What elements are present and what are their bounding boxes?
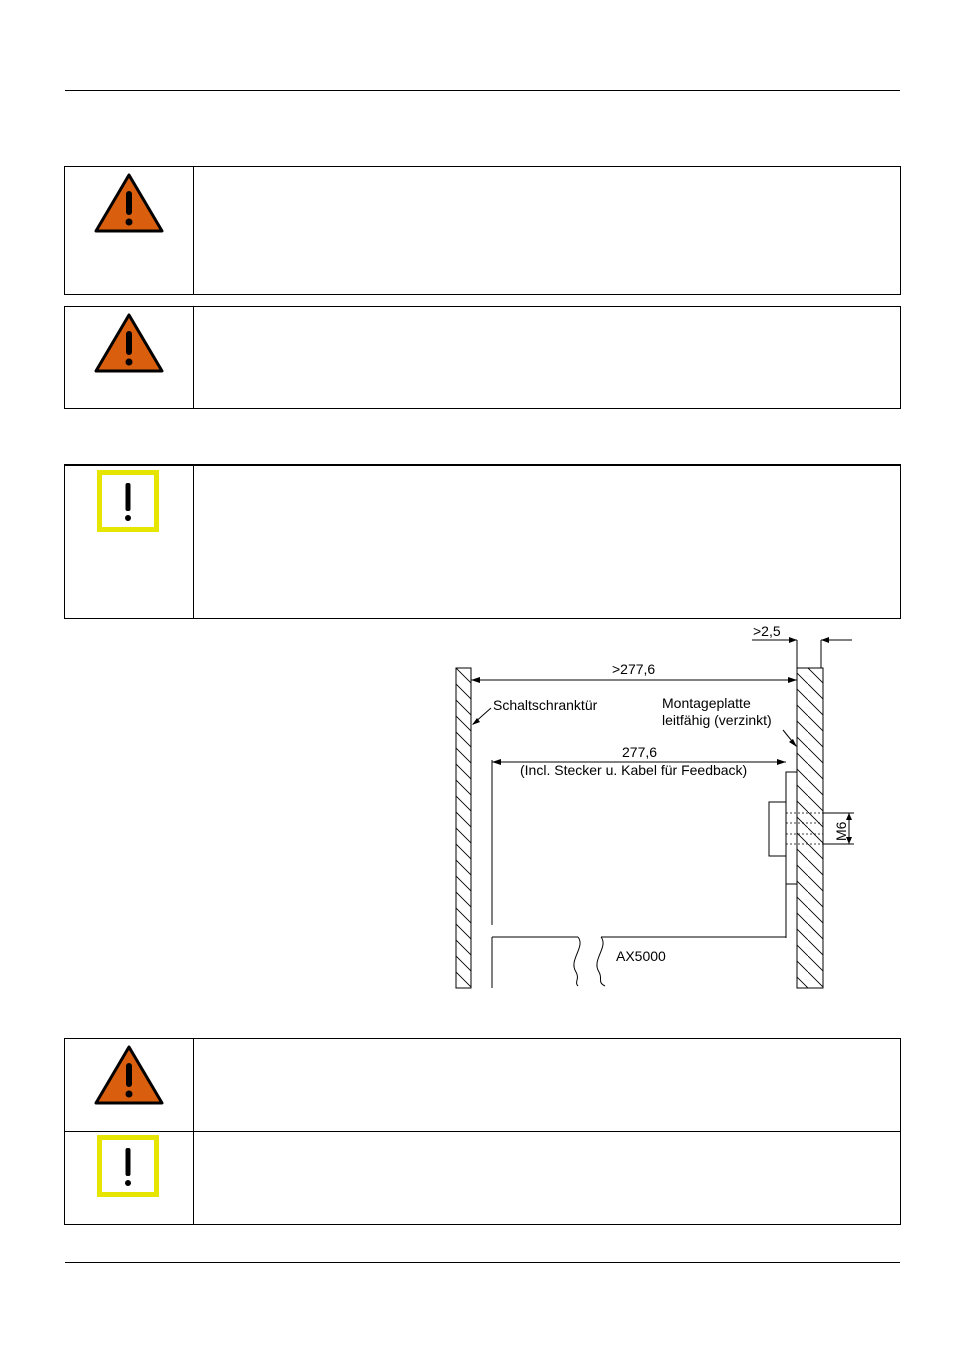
header-rule xyxy=(65,90,900,91)
warning-triangle-icon xyxy=(94,173,164,233)
plate-label-1: Montageplatte xyxy=(662,695,751,711)
dim-gap-label: >2,5 xyxy=(753,623,781,639)
warning-triangle-icon xyxy=(94,1045,164,1105)
dim-inner-label: 277,6 xyxy=(622,744,658,760)
attention-box xyxy=(64,464,901,619)
warning-triangle-icon xyxy=(94,313,164,373)
attention-exclamation-icon xyxy=(97,470,159,532)
warning-box-1 xyxy=(64,166,901,295)
cabinet-door xyxy=(456,668,471,988)
screw-head xyxy=(769,802,786,856)
screw-label: M6 xyxy=(833,821,849,841)
box-separator xyxy=(193,307,194,408)
attention-exclamation-icon xyxy=(97,1135,159,1197)
footer-rule xyxy=(65,1262,900,1263)
plate-label-2: leitfähig (verzinkt) xyxy=(662,712,772,728)
box-row-divider xyxy=(65,1131,900,1132)
box-separator xyxy=(193,167,194,294)
device-label: AX5000 xyxy=(616,948,666,964)
warning-box-2 xyxy=(64,306,901,409)
dim-inner-note: (Incl. Stecker u. Kabel für Feedback) xyxy=(520,762,748,778)
mounting-plate xyxy=(797,668,823,988)
dim-outer-label: >277,6 xyxy=(612,661,656,677)
warning-attention-box xyxy=(64,1038,901,1225)
door-label: Schaltschranktür xyxy=(493,697,598,713)
box-separator xyxy=(193,466,194,618)
mounting-drawing xyxy=(440,620,870,992)
